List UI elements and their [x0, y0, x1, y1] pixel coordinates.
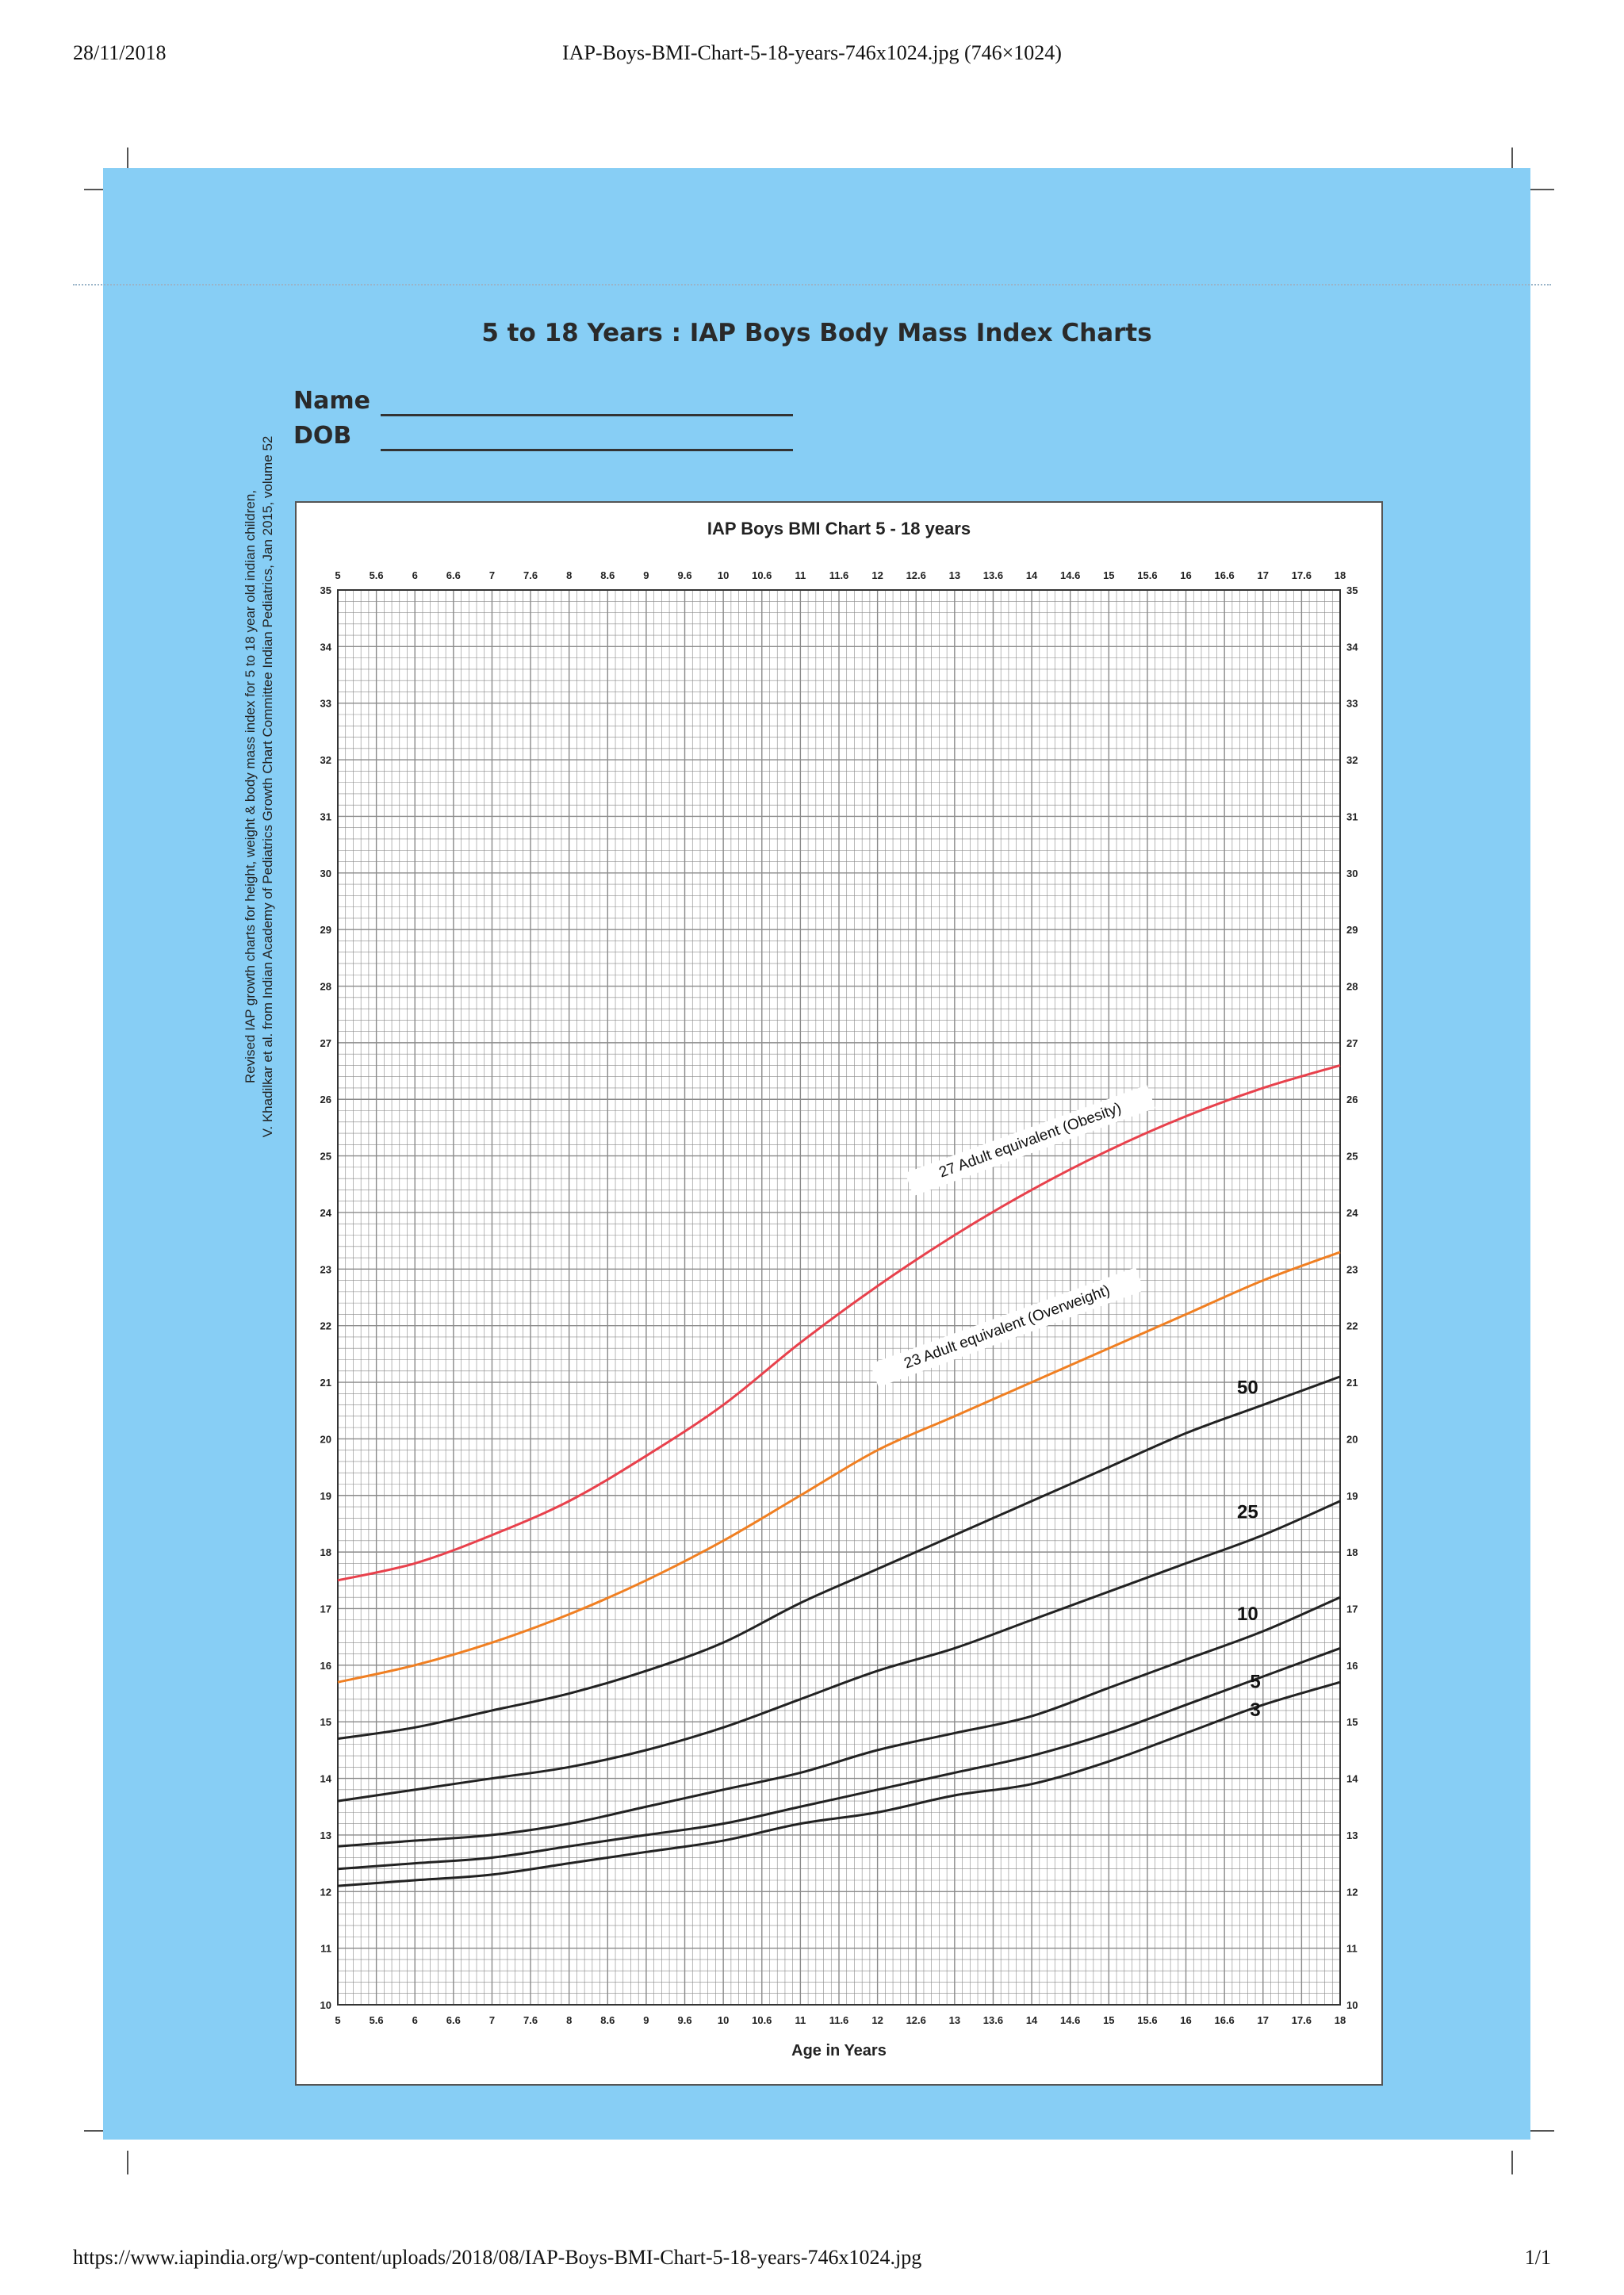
name-label: Name — [293, 387, 370, 415]
x-tick-label-top: 5.6 — [369, 569, 384, 581]
y-tick-label-right: 11 — [1346, 1942, 1358, 1955]
y-tick-label-right: 28 — [1346, 980, 1358, 993]
y-tick-label-right: 14 — [1346, 1772, 1358, 1785]
x-tick-label-bottom: 10.6 — [752, 2014, 772, 2026]
y-tick-label-right: 27 — [1346, 1036, 1358, 1049]
x-tick-label-top: 17.6 — [1291, 569, 1312, 581]
name-line — [381, 414, 793, 416]
x-tick-label-bottom: 7 — [488, 2014, 496, 2026]
percentile-label-3: 3 — [1250, 1699, 1261, 1722]
y-tick-label-right: 23 — [1346, 1263, 1358, 1276]
x-tick-label-top: 8 — [566, 569, 573, 581]
dob-label: DOB — [293, 422, 352, 450]
x-tick-label-top: 14 — [1025, 569, 1038, 581]
x-tick-label-top: 5 — [335, 569, 341, 581]
y-tick-label-right: 18 — [1346, 1546, 1358, 1559]
x-tick-label-top: 11.6 — [829, 569, 849, 581]
y-tick-label-left: 32 — [320, 754, 331, 767]
y-tick-label-right: 15 — [1346, 1716, 1358, 1729]
y-tick-label-left: 20 — [320, 1433, 331, 1446]
x-tick-label-bottom: 13.6 — [982, 2014, 1004, 2026]
citation-line-2: V. Khadilkar et al. from Indian Academy of Pediatrics Growth Chart Committee Indian Pediatrics, Jan 2015, volume 52 — [260, 435, 275, 1138]
x-tick-label-top: 6 — [412, 569, 418, 581]
x-tick-label-top: 12 — [871, 569, 883, 581]
print-header — [73, 41, 1551, 73]
x-tick-label-bottom: 11 — [795, 2014, 806, 2026]
y-tick-label-right: 13 — [1346, 1829, 1358, 1841]
x-tick-label-bottom: 15.6 — [1137, 2014, 1158, 2026]
y-tick-label-right: 17 — [1346, 1603, 1358, 1615]
x-tick-label-bottom: 17 — [1257, 2014, 1270, 2026]
x-axis-label: Age in Years — [791, 2042, 887, 2059]
x-tick-label-top: 17 — [1257, 569, 1270, 581]
x-tick-label-top: 15 — [1103, 569, 1115, 581]
y-tick-label-left: 13 — [320, 1829, 331, 1841]
source-url: https://www.iapindia.org/wp-content/uploads/2018/08/IAP-Boys-BMI-Chart-5-18-years-746x1024.jpg — [73, 2246, 922, 2269]
y-tick-label-left: 31 — [320, 810, 331, 823]
y-tick-label-right: 30 — [1346, 867, 1358, 879]
y-tick-label-right: 33 — [1346, 697, 1358, 710]
x-tick-label-top: 6.6 — [446, 569, 461, 581]
y-tick-label-left: 24 — [320, 1206, 331, 1219]
x-tick-label-top: 13 — [948, 569, 961, 581]
x-tick-label-bottom: 7.6 — [523, 2014, 538, 2026]
x-tick-label-bottom: 5.6 — [369, 2014, 384, 2026]
y-tick-label-left: 15 — [320, 1716, 331, 1729]
x-tick-label-bottom: 17.6 — [1291, 2014, 1312, 2026]
obesity-label: 27 Adult equivalent (Obesity) — [936, 1099, 1124, 1182]
dotted-divider — [73, 284, 1551, 285]
x-tick-label-top: 15.6 — [1137, 569, 1158, 581]
y-tick-label-left: 23 — [320, 1263, 331, 1276]
crop-mark — [1511, 2151, 1513, 2174]
y-tick-label-left: 28 — [320, 980, 331, 993]
x-tick-label-bottom: 11.6 — [829, 2014, 849, 2026]
x-tick-label-bottom: 13 — [948, 2014, 961, 2026]
crop-mark — [1530, 2130, 1554, 2132]
x-tick-label-top: 16.6 — [1214, 569, 1235, 581]
percentile-label-25: 25 — [1236, 1501, 1258, 1523]
y-tick-label-left: 34 — [320, 641, 331, 653]
y-tick-label-left: 18 — [320, 1546, 331, 1559]
x-tick-label-bottom: 6.6 — [446, 2014, 461, 2026]
y-tick-label-right: 16 — [1346, 1659, 1358, 1672]
x-tick-label-top: 12.6 — [906, 569, 926, 581]
chart-sheet — [103, 168, 1530, 2140]
x-tick-label-bottom: 14 — [1025, 2014, 1038, 2026]
x-tick-label-top: 7 — [488, 569, 496, 581]
y-tick-label-left: 35 — [320, 584, 331, 596]
x-tick-label-top: 7.6 — [523, 569, 538, 581]
x-tick-label-top: 9.6 — [677, 569, 692, 581]
x-tick-label-bottom: 9 — [643, 2014, 649, 2026]
overweight-label: 23 Adult equivalent (Overweight) — [902, 1282, 1113, 1373]
x-tick-label-top: 8.6 — [600, 569, 615, 581]
plot-area — [295, 501, 1383, 2086]
y-tick-label-left: 30 — [320, 867, 331, 879]
crop-mark — [1530, 189, 1554, 190]
print-title: IAP-Boys-BMI-Chart-5-18-years-746x1024.jpg (746×1024) — [562, 41, 1062, 64]
y-tick-label-right: 29 — [1346, 924, 1358, 937]
y-tick-label-right: 26 — [1346, 1094, 1358, 1106]
y-tick-label-right: 21 — [1346, 1377, 1358, 1389]
bmi-chart-svg — [297, 503, 1381, 2084]
y-tick-label-left: 33 — [320, 697, 331, 710]
x-tick-label-bottom: 5 — [335, 2014, 341, 2026]
x-tick-label-top: 9 — [643, 569, 649, 581]
x-tick-label-top: 13.6 — [982, 569, 1004, 581]
x-tick-label-bottom: 18 — [1334, 2014, 1346, 2026]
y-tick-label-left: 26 — [320, 1094, 331, 1106]
y-tick-label-right: 22 — [1346, 1320, 1358, 1332]
y-tick-label-right: 32 — [1346, 754, 1358, 767]
dob-line — [381, 449, 793, 451]
y-tick-label-right: 35 — [1346, 584, 1358, 596]
x-tick-label-top: 11 — [795, 569, 806, 581]
print-footer — [73, 2246, 1551, 2278]
x-tick-label-bottom: 9.6 — [677, 2014, 692, 2026]
x-tick-label-top: 16 — [1180, 569, 1192, 581]
y-tick-label-left: 10 — [320, 1999, 331, 2011]
x-tick-label-bottom: 14.6 — [1060, 2014, 1081, 2026]
y-tick-label-left: 14 — [320, 1772, 331, 1785]
crop-mark — [127, 2151, 128, 2174]
x-tick-label-bottom: 6 — [412, 2014, 418, 2026]
x-tick-label-top: 10 — [717, 569, 730, 581]
y-tick-label-left: 16 — [320, 1659, 331, 1672]
y-tick-label-left: 12 — [320, 1886, 331, 1898]
x-tick-label-bottom: 8 — [566, 2014, 573, 2026]
y-tick-label-right: 10 — [1346, 1999, 1358, 2011]
citation-line-1: Revised IAP growth charts for height, weight & body mass index for 5 to 18 year old indian children, — [243, 489, 258, 1084]
y-tick-label-left: 19 — [320, 1489, 331, 1502]
percentile-label-50: 50 — [1236, 1377, 1258, 1399]
y-tick-label-left: 21 — [320, 1377, 331, 1389]
dob-field[interactable] — [293, 422, 351, 450]
x-tick-label-bottom: 10 — [717, 2014, 730, 2026]
y-tick-label-right: 34 — [1346, 641, 1358, 653]
y-tick-label-left: 27 — [320, 1036, 331, 1049]
y-tick-label-left: 17 — [320, 1603, 331, 1615]
y-tick-label-right: 19 — [1346, 1489, 1358, 1502]
y-tick-label-right: 25 — [1346, 1150, 1358, 1163]
print-date: 28/11/2018 — [73, 41, 167, 64]
chart-heading: 5 to 18 Years : IAP Boys Body Mass Index Charts — [481, 319, 1152, 347]
plot-title: IAP Boys BMI Chart 5 - 18 years — [707, 519, 971, 538]
y-tick-label-left: 22 — [320, 1320, 331, 1332]
x-tick-label-top: 14.6 — [1060, 569, 1081, 581]
overweight-label-group — [870, 1267, 1144, 1387]
obesity-label-group — [905, 1085, 1155, 1196]
x-tick-label-bottom: 15 — [1103, 2014, 1115, 2026]
y-tick-label-left: 29 — [320, 924, 331, 937]
name-field[interactable] — [293, 387, 370, 415]
percentile-label-5: 5 — [1250, 1671, 1261, 1693]
x-tick-label-bottom: 12 — [871, 2014, 883, 2026]
y-tick-label-right: 20 — [1346, 1433, 1358, 1446]
percentile-label-10: 10 — [1236, 1603, 1258, 1625]
x-tick-label-bottom: 16 — [1180, 2014, 1192, 2026]
y-tick-label-left: 11 — [320, 1942, 331, 1955]
y-tick-label-right: 24 — [1346, 1206, 1358, 1219]
page-number: 1/1 — [1524, 2246, 1551, 2269]
x-tick-label-bottom: 12.6 — [906, 2014, 926, 2026]
x-tick-label-top: 18 — [1334, 569, 1346, 581]
y-tick-label-right: 31 — [1346, 810, 1358, 823]
x-tick-label-top: 10.6 — [752, 569, 772, 581]
y-tick-label-left: 25 — [320, 1150, 331, 1163]
y-tick-label-right: 12 — [1346, 1886, 1358, 1898]
citation-note — [242, 351, 277, 1223]
x-tick-label-bottom: 16.6 — [1214, 2014, 1235, 2026]
x-tick-label-bottom: 8.6 — [600, 2014, 615, 2026]
